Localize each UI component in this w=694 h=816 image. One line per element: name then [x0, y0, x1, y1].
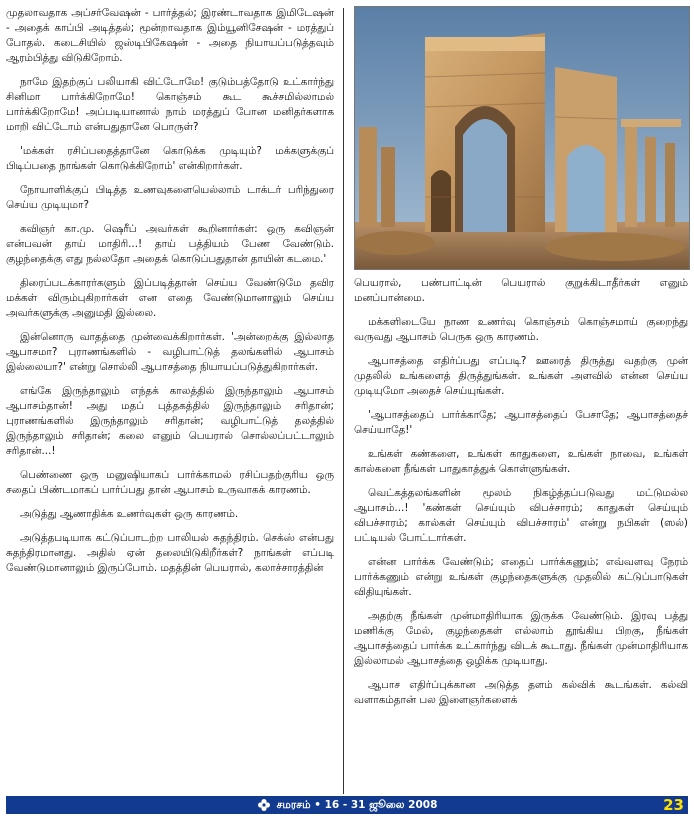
paragraph: கவிஞர் கா.மு. ஷெரீப் அவர்கள் கூறினார்கள்: ஒரு கவிஞன் என்பவன் தாய் மாதிரி...! தாய் பத்தியம் பேண வேண்டும். குழந்தைக்கு எது நல்லதோ அதைக் கொடுப்பதுதான் தாயின் கடமை.' — [6, 223, 334, 265]
paragraph: திரைப்படக்காரர்களும் இப்படித்தான் செய்ய வேண்டுமே தவிர மக்கள் விரும்புகிறார்கள் என எதை வேண்டுமானாலும் செய்ய அவர்களுக்கு அனுமதி இல்லை. — [6, 277, 334, 319]
ruins-photo — [354, 6, 690, 270]
paragraph: வெட்கத்தலங்களின் மூலம் நிகழ்த்தப்படுவது மட்டுமல்ல ஆபாசம்...! 'கண்கள் செய்யும் விபச்சாரம்; காதுகள் செய்யும் விபச்சாரம்; கால்கள் செய்யும் விபச்சாரம்' என்று நபிகள் (ஸல்) பட்டியல் போட்டார்கள். — [354, 487, 688, 544]
paragraph: நோயாளிக்குப் பிடித்த உணவுகளையெல்லாம் டாக்டர் பரிந்துரை செய்ய முடியுமா? — [6, 184, 334, 211]
article-column-right — [354, 276, 688, 717]
footer-issue-text: சமரசம் • 16 - 31 ஜூலை 2008 — [276, 798, 438, 811]
paragraph: ஆபாசத்தை எதிர்ப்பது எப்படி? ஊரைத் திருத்து வதற்கு முன் முதலில் உங்களைத் திருத்துங்கள். உங்கள் அளவில் என்ன செய்ய முடியுமோ அதைச் செய்யுங்கள். — [354, 355, 688, 397]
paragraph: இன்னொரு வாதத்தை முன்வைக்கிறார்கள். 'அன்றைக்கு இல்லாத ஆபாசமா? புராணங்களில் - வழிபாட்டுத் தலங்களில் ஆபாசம் இல்லையா?' என்று சொல்லி ஆபாசத்தை நியாயப்படுத்துகிறார்கள். — [6, 331, 334, 373]
paragraph: அடுத்து ஆணாதிக்க உணர்வுகள் ஒரு காரணம். — [20, 508, 239, 520]
column-divider — [343, 8, 344, 794]
paragraph: அதற்கு நீங்கள் முன்மாதிரியாக இருக்க வேண்டும். இரவு பத்து மணிக்கு மேல், குழந்தைகள் எல்லாம் தூங்கிய பிறகு, நீங்கள் ஆபாசத்தைப் பார்க்க உட்கார்ந்து விடக் கூடாது. நீங்கள் முன்மாதிரியாக இல்லாமல் ஆபாசத்தை ஒழிக்க முடியாது. — [354, 610, 688, 667]
paragraph: 'ஆபாசத்தைப் பார்க்காதே; ஆபாசத்தைப் பேசாதே; ஆபாசத்தைச் செய்யாதே!' — [354, 409, 688, 436]
paragraph: உங்கள் கண்களை, உங்கள் காதுகளை, உங்கள் நாவை, உங்கள் கால்களை நீங்கள் பாதுகாத்துக் கொள்ளுங்கள். — [354, 448, 688, 475]
paragraph: நாமே இதற்குப் பலியாகி விட்டோமே! குடும்பத்தோடு உட்கார்ந்து சினிமா பார்க்கிறோமே! கொஞ்சம் கூட கூச்சமில்லாமல் பார்க்கிறோமே! அப்படியானால் நாம் மரத்துப் போன மனிதர்களாக மாறி விட்டோம் என்பதுதானே பொருள்? — [6, 76, 334, 133]
paragraph: பெண்ணை ஒரு மனுஷியாகப் பார்க்காமல் ரசிப்பதற்குரிய ஒரு சதைப் பிண்டமாகப் பார்ப்பது தான் ஆபாசம் உருவாகக் காரணம். — [6, 469, 334, 496]
paragraph: என்ன பார்க்க வேண்டும்; எதைப் பார்க்கணும்; எவ்வளவு நேரம் பார்க்கணும் என்று உங்கள் குழந்தைகளுக்கு முதலில் கட்டுப்பாடுகள் விதியுங்கள். — [354, 556, 688, 598]
paragraph: ஆபாச எதிர்ப்புக்கான அடுத்த தளம் கல்விக் கூடங்கள். கல்வி வளாகம்தான் பல இளைஞர்களைக் — [354, 679, 688, 706]
article-column-left — [6, 6, 334, 585]
paragraph: பெயரால், பண்பாட்டின் பெயரால் குறுக்கிடாதீர்கள் எனும் மனப்பான்மை. — [354, 277, 688, 304]
paragraph: மக்களிடையே நாண உணர்வு கொஞ்சம் கொஞ்சமாய் குறைந்து வருவது ஆபாசம் பெருக ஒரு காரணம். — [354, 316, 688, 343]
page-number: 23 — [663, 796, 684, 814]
paragraph: முதலாவதாக அப்சர்வேஷன் - பார்த்தல்; இரண்டாவதாக இமிடேஷன் - அதைக் காப்பி அடித்தல்; மூன்றாவதாக இம்யூனிசேஷன் - மரத்துப் போதல். கடைசியில் ஜஸ்டிபிகேஷன் - அதை நியாயப்படுத்தவும் ஆரம்பித்து விடுகிறோம். — [6, 7, 334, 64]
magazine-flower-icon — [257, 798, 271, 812]
page-footer — [6, 796, 688, 814]
paragraph: 'மக்கள் ரசிப்பதைத்தானே கொடுக்க முடியும்? மக்களுக்குப் பிடிப்பதை நாங்கள் கொடுக்கிறோம்' என்கிறார்கள். — [6, 145, 334, 172]
paragraph: அடுத்தபடியாக கட்டுப்பாடற்ற பாலியல் சுதந்திரம். செக்ஸ் என்பது சுதந்திரமானது. அதில் ஏன் தலையிடுகிறீர்கள்? நாங்கள் எப்படி வேண்டுமானாலும் இருப்போம். மதத்தின் பெயரால், கலாச்சாரத்தின் — [6, 532, 334, 574]
paragraph: எங்கே இருந்தாலும் எந்தக் காலத்தில் இருந்தாலும் ஆபாசம் ஆபாசம்தான்! அது மதப் புத்தகத்தில் இருந்தாலும் சரிதான்; புராணங்களில் இருந்தாலும் சரிதான்; வழிபாட்டுத் தலத்தில் இருந்தாலும் சரிதான்; கலை எனும் பெயரால் சொல்லப்பட்டாலும் சரிதான்...! — [6, 385, 334, 457]
